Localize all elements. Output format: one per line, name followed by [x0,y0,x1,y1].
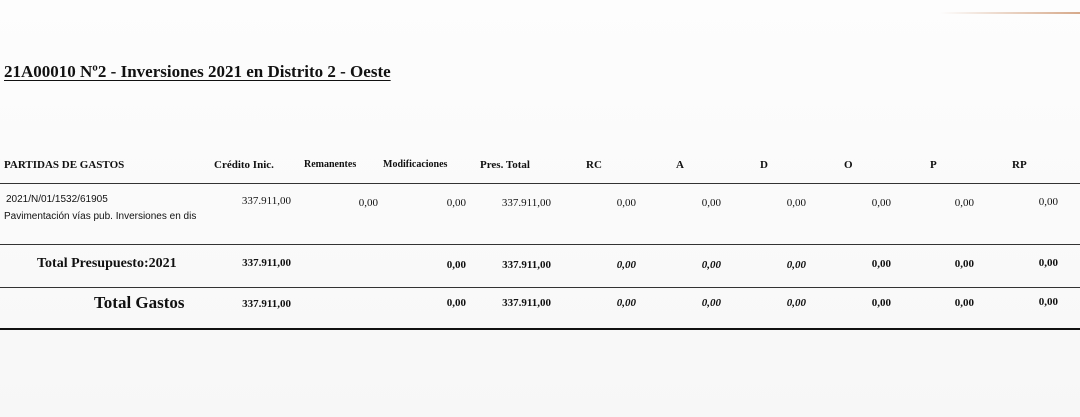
total-presupuesto-rc: 0,00 [616,259,636,271]
total-gastos-a: 0,00 [701,297,721,309]
header-d: D [760,159,768,171]
total-presupuesto-pres-total: 337.911,00 [502,259,551,271]
header-remanentes: Remanentes [304,159,357,170]
row-rp: 0,00 [1038,196,1058,208]
row-d: 0,00 [786,197,806,209]
total-gastos-modificaciones: 0,00 [446,297,466,309]
total-gastos-label: Total Gastos [94,293,185,312]
header-p: P [930,159,937,171]
row-code: 2021/N/01/1532/61905 [6,194,108,205]
row-pres-total: 337.911,00 [501,197,551,209]
header-rc: RC [586,159,602,171]
total-gastos-o: 0,00 [871,297,891,309]
decorative-rule [940,12,1080,14]
row-description: Pavimentación vías pub. Inversiones en dis [4,211,197,222]
total-presupuesto-label: Total Presupuesto:2021 [37,256,177,271]
total-gastos-rp: 0,00 [1038,296,1058,308]
header-partidas: PARTIDAS DE GASTOS [4,159,125,171]
header-modificaciones: Modificaciones [383,159,448,170]
total-divider [0,287,1080,288]
row-remanentes: 0,00 [358,197,378,209]
total-presupuesto-p: 0,00 [954,258,974,270]
row-p: 0,00 [954,197,974,209]
row-rc: 0,00 [616,197,636,209]
header-o: O [844,159,853,171]
total-gastos-rc: 0,00 [616,297,636,309]
total-gastos-p: 0,00 [954,297,974,309]
row-credito: 337.911,00 [241,195,291,207]
row-modificaciones: 0,00 [446,197,466,209]
row-a: 0,00 [701,197,721,209]
header-pres-total: Pres. Total [480,159,530,171]
document-title: 21A00010 Nº2 - Inversiones 2021 en Distrito 2 - Oeste [4,62,391,81]
header-divider [0,183,1080,184]
total-presupuesto-rp: 0,00 [1038,257,1058,269]
total-gastos-credito: 337.911,00 [242,298,291,310]
row-divider [0,244,1080,245]
total-presupuesto-credito: 337.911,00 [242,257,291,269]
total-presupuesto-modificaciones: 0,00 [446,259,466,271]
total-presupuesto-o: 0,00 [871,258,891,270]
total-gastos-pres-total: 337.911,00 [502,297,551,309]
total-presupuesto-d: 0,00 [786,259,806,271]
header-credito: Crédito Inic. [214,159,274,171]
total-gastos-d: 0,00 [786,297,806,309]
total-presupuesto-a: 0,00 [701,259,721,271]
row-o: 0,00 [871,197,891,209]
header-rp: RP [1012,159,1027,171]
bottom-rule [0,328,1080,330]
header-a: A [676,159,684,171]
